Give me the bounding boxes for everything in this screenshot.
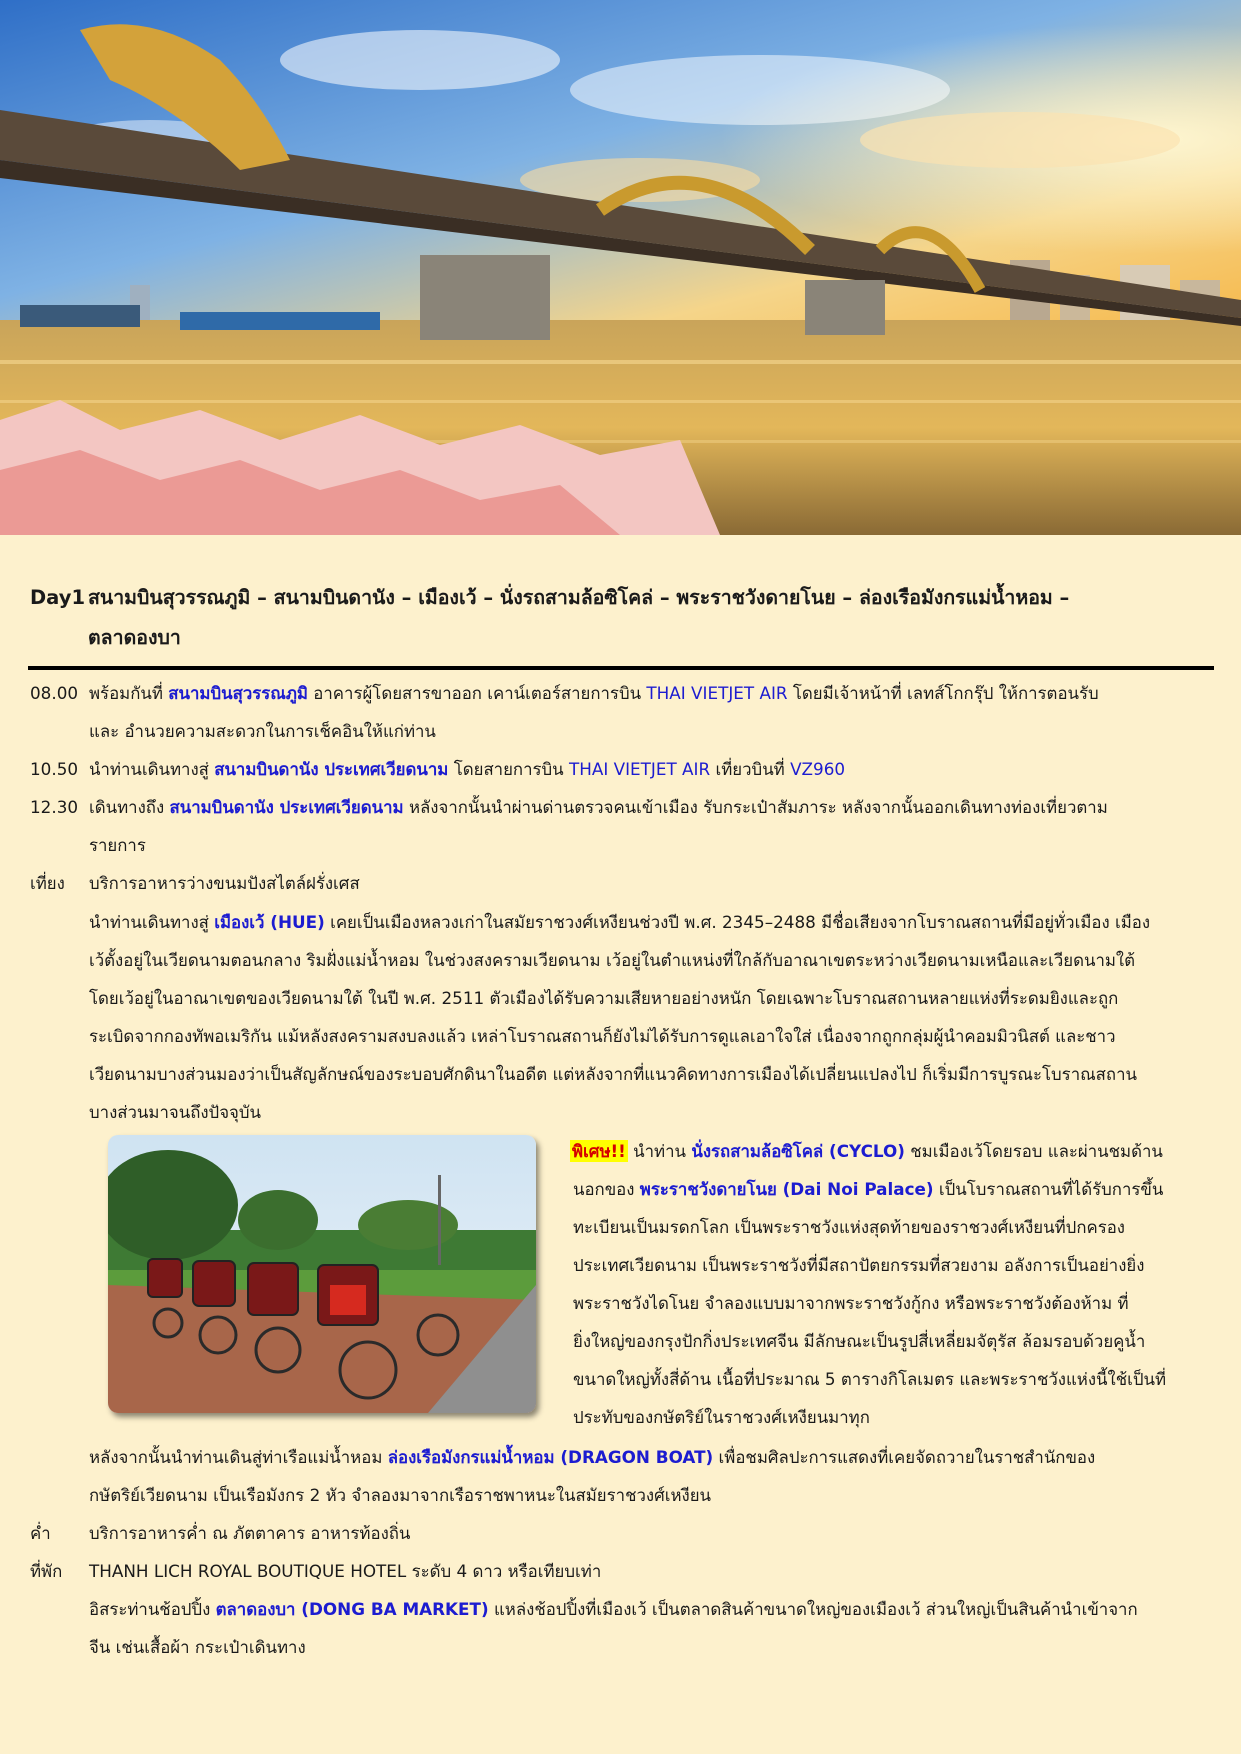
day-title-line1: [30, 578, 1215, 618]
suvarnabhumi-link: สนามบินสุวรรณภูมิ: [168, 683, 308, 703]
time-1050: 10.50: [30, 759, 79, 779]
time-hotel: ที่พัก: [30, 1561, 63, 1581]
text-market: อิสระท่านช้อปปิ้ง ตลาดองบา (DONG BA MARKET) แหล่งช้อปปิ้งที่เมืองเว้ เป็นตลาดสินค้าขนาดใหญ่ของเมืองเว้ ส่วนใหญ่เป็นสินค้านำเข้าจาก: [89, 1599, 1138, 1619]
text-0800-line2: และ อำนวยความสะดวกในการเช็คอินให้แก่ท่าน: [89, 721, 436, 741]
flight-number: VZ960: [790, 759, 846, 779]
text-cyclo-l4: ประเทศเวียดนาม เป็นพระราชวังที่มีสถาปัตยกรรมที่สวยงาม อลังการเป็นอย่างยิ่ง: [573, 1255, 1145, 1275]
dragon-boat: ล่องเรือมังกรแม่น้ำหอม (DRAGON BOAT): [387, 1447, 714, 1467]
cyclo-ride: นั่งรถสามล้อซิโคล่ (CYCLO): [691, 1141, 905, 1161]
text-hotel: THANH LICH ROYAL BOUTIQUE HOTEL ระดับ 4 ดาว หรือเทียบเท่า: [89, 1561, 602, 1581]
text-0800: พร้อมกันที่ สนามบินสุวรรณภูมิ อาคารผู้โดยสารขาออก เคาน์เตอร์สายการบิน THAI VIETJET AIR โดยมีเจ้าหน้าที่ เลทส์โกกรุ๊ป ให้การตอนรับ: [89, 683, 1099, 703]
text-boat: หลังจากนั้นนำท่านเดินสู่ท่าเรือแม่น้ำหอม ล่องเรือมังกรแม่น้ำหอม (DRAGON BOAT) เพื่อชมศิลปะการแสดงที่เคยจัดถวายในราชสำนักของ: [89, 1447, 1096, 1467]
text-dinner: บริการอาหารค่ำ ณ ภัตตาคาร อาหารท้องถิ่น: [89, 1523, 411, 1543]
text-cyclo-l2: นอกของ พระราชวังดายโนย (Dai Noi Palace) เป็นโบราณสถานที่ได้รับการขึ้น: [573, 1179, 1164, 1199]
text-cyclo: พิเศษ!! นำท่าน นั่งรถสามล้อซิโคล่ (CYCLO) ชมเมืองเว้โดยรอบ และผ่านชมด้าน: [572, 1141, 1163, 1161]
text-hue-l6: บางส่วนมาจนถึงปัจจุบัน: [89, 1102, 261, 1122]
danang-airport: สนามบินดานัง ประเทศเวียดนาม: [214, 759, 449, 779]
text-cyclo-l6: ยิ่งใหญ่ของกรุงปักกิ่งประเทศจีน มีลักษณะเป็นรูปสี่เหลี่ยมจัตุรัส ล้อมรอบด้วยคูน้ำ: [573, 1331, 1146, 1351]
text-cyclo-l8: ประทับของกษัตริย์ในราชวงศ์เหงียนมาทุก: [573, 1407, 870, 1427]
text-hue-l2: เว้ตั้งอยู่ในเวียดนามตอนกลาง ริมฝั่งแม่น้ำหอม ในช่วงสงครามเวียดนาม เว้อยู่ในตำแหน่งที่ใกล้กับอาณาเขตระหว่างเวียดนามเหนือและเวียดนามใต้: [89, 950, 1136, 970]
time-0800: 08.00: [30, 683, 79, 703]
text-cyclo-l7: ขนาดใหญ่ทั้งสี่ด้าน เนื้อที่ประมาณ 5 ตารางกิโลเมตร และพระราชวังแห่งนี้ใช้เป็นที่: [573, 1369, 1167, 1389]
day-title-line2: ตลาดองบา: [88, 626, 181, 649]
text-1230: เดินทางถึง สนามบินดานัง ประเทศเวียดนาม หลังจากนั้นนำผ่านด่านตรวจคนเข้าเมือง รับกระเป๋าสัมภาระ หลังจากนั้นออกเดินทางท่องเที่ยวตาม: [89, 797, 1108, 817]
text-boat-l2: กษัตริย์เวียดนาม เป็นเรือมังกร 2 หัว จำลองมาจากเรือราชพาหนะในสมัยราชวงศ์เหงียน: [89, 1485, 712, 1505]
cyclo-photo: [108, 1135, 536, 1413]
day-label: Day1: [30, 586, 86, 609]
dong-ba-market: ตลาดองบา (DONG BA MARKET): [215, 1599, 489, 1619]
text-market-l2: จีน เช่นเสื้อผ้า กระเป๋าเดินทาง: [89, 1637, 306, 1657]
special-badge: พิเศษ!!: [572, 1141, 626, 1161]
text-1230-line2: รายการ: [89, 835, 146, 855]
hue-city: เมืองเว้ (HUE): [214, 912, 325, 932]
text-cyclo-l5: พระราชวังไดโนย จำลองแบบมาจากพระราชวังกู้กง หรือพระราชวังต้องห้าม ที่: [573, 1293, 1129, 1313]
text-cyclo-l3: ทะเบียนเป็นมรดกโลก เป็นพระราชวังแห่งสุดท้ายของราชวงศ์เหงียนที่ปกครอง: [573, 1217, 1125, 1237]
text-hue-l3: โดยเว้อยู่ในอาณาเขตของเวียดนามใต้ ในปี พ.ศ. 2511 ตัวเมืองได้รับความเสียหายอย่างหนัก โดยเฉพาะโบราณสถานหลายแห่งที่ระดมยิงและถูก: [89, 988, 1119, 1008]
danang-airport-2: สนามบินดานัง ประเทศเวียดนาม: [169, 797, 404, 817]
hero-image-dragon-bridge: [0, 0, 1241, 535]
text-hue-l5: เวียดนามบางส่วนมองว่าเป็นสัญลักษณ์ของระบอบศักดินาในอดีต แต่หลังจากที่แนวคิดทางการเมืองได้เปลี่ยนแปลงไป ก็เริ่มมีการบูรณะโบราณสถาน: [89, 1064, 1137, 1084]
text-1050: นำท่านเดินทางสู่ สนามบินดานัง ประเทศเวียดนาม โดยสายการบิน THAI VIETJET AIR เที่ยวบินที่ VZ960: [89, 759, 846, 779]
header-divider: [28, 666, 1214, 670]
dai-noi-palace: พระราชวังดายโนย (Dai Noi Palace): [639, 1179, 934, 1199]
time-lunch: เที่ยง: [30, 873, 65, 893]
day-route: สนามบินสุวรรณภูมิ – สนามบินดานัง – เมืองเว้ – นั่งรถสามล้อซิโคล่ – พระราชวังดายโนย – ล่องเรือมังกรแม่น้ำหอม –: [88, 586, 1070, 609]
airline-name-2: THAI VIETJET AIR: [569, 759, 711, 779]
time-dinner: ค่ำ: [30, 1523, 51, 1543]
day-title: [30, 578, 1215, 658]
time-1230: 12.30: [30, 797, 79, 817]
text-lunch: บริการอาหารว่างขนมปังสไตล์ฝรั่งเศส: [89, 873, 360, 893]
airline-name: THAI VIETJET AIR: [646, 683, 788, 703]
text-hue: นำท่านเดินทางสู่ เมืองเว้ (HUE) เคยเป็นเมืองหลวงเก่าในสมัยราชวงศ์เหงียนช่วงปี พ.ศ. 2345–2488 มีชื่อเสียงจากโบราณสถานที่มีอยู่ทั่วเมือง เมือง: [89, 912, 1151, 932]
text-hue-l4: ระเบิดจากกองทัพอเมริกัน แม้หลังสงครามสงบลงแล้ว เหล่าโบราณสถานก็ยังไม่ได้รับการดูแลเอาใจใส่ เนื่องจากถูกกลุ่มผู้นำคอมมิวนิสต์ และชาว: [89, 1026, 1116, 1046]
